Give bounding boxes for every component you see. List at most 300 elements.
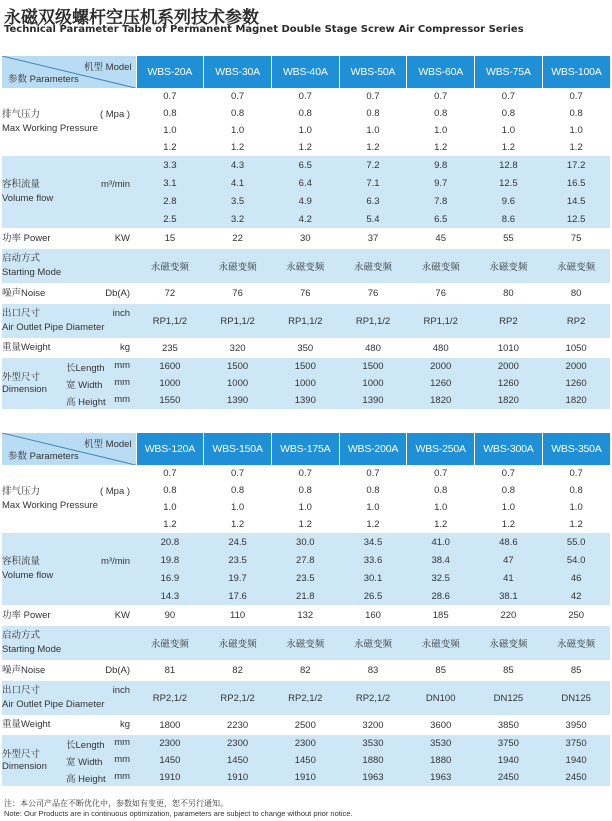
flow-value: 12.8 bbox=[475, 156, 543, 174]
outlet-value: RP1,1/2 bbox=[204, 304, 272, 338]
flow-value: 7.8 bbox=[407, 192, 475, 210]
footnote-cn: 注：本公司产品在不断优化中，参数如有变更，恕不另行通知。 bbox=[4, 799, 228, 808]
flow-value: 6.4 bbox=[271, 174, 339, 192]
length-value: 3530 bbox=[407, 735, 475, 752]
power-label bbox=[2, 228, 136, 249]
flow-unit: m³/min bbox=[101, 179, 131, 190]
pressure-en: Max Working Pressure bbox=[2, 123, 98, 134]
flow-value: 6.5 bbox=[271, 156, 339, 174]
outlet-row bbox=[2, 681, 610, 715]
outlet-row bbox=[2, 304, 610, 338]
outlet-value: RP2,1/2 bbox=[136, 681, 204, 715]
starting-value: 永磁变频 bbox=[542, 249, 610, 283]
dimension-height-label bbox=[64, 392, 136, 409]
dimension-cn: 外型尺寸 bbox=[2, 748, 41, 760]
flow-value: 30.1 bbox=[339, 569, 407, 587]
power-label bbox=[2, 605, 136, 626]
pressure-value: 1.2 bbox=[339, 516, 407, 533]
noise-text: 噪声Noise bbox=[2, 287, 46, 299]
pressure-cn: 排气压力 bbox=[2, 486, 41, 497]
starting-label bbox=[2, 626, 136, 660]
model-header: WBS-250A bbox=[407, 433, 475, 465]
starting-value: 永磁变频 bbox=[271, 249, 339, 283]
outlet-label bbox=[2, 681, 136, 715]
dimension-row bbox=[2, 358, 610, 375]
dimension-row bbox=[2, 735, 610, 752]
model-header: WBS-350A bbox=[542, 433, 610, 465]
starting-value: 永磁变频 bbox=[204, 249, 272, 283]
model-header: WBS-30A bbox=[204, 56, 272, 88]
pressure-value: 1.0 bbox=[542, 499, 610, 516]
pressure-value: 0.8 bbox=[475, 105, 543, 122]
starting-cn: 启动方式 bbox=[2, 253, 41, 264]
starting-value: 永磁变频 bbox=[136, 626, 204, 660]
height-value: 1963 bbox=[407, 769, 475, 786]
dimension-length-text: 长Length bbox=[66, 362, 105, 374]
noise-value: 85 bbox=[407, 660, 475, 681]
pressure-en: Max Working Pressure bbox=[2, 500, 98, 511]
flow-value: 4.1 bbox=[204, 174, 272, 192]
length-value: 1600 bbox=[136, 358, 204, 375]
pressure-value: 0.7 bbox=[339, 465, 407, 482]
outlet-value: RP2,1/2 bbox=[339, 681, 407, 715]
flow-value: 12.5 bbox=[475, 174, 543, 192]
dimension-row bbox=[2, 375, 610, 392]
height-value: 1390 bbox=[339, 392, 407, 409]
flow-value: 6.3 bbox=[339, 192, 407, 210]
pressure-value: 1.0 bbox=[407, 122, 475, 139]
outlet-value: RP2 bbox=[542, 304, 610, 338]
pressure-value: 1.2 bbox=[271, 139, 339, 156]
flow-value: 30.0 bbox=[271, 533, 339, 551]
power-value: 22 bbox=[204, 228, 272, 249]
pressure-value: 1.2 bbox=[475, 139, 543, 156]
dimension-unit: mm bbox=[114, 376, 131, 388]
noise-value: 81 bbox=[136, 660, 204, 681]
flow-value: 3.3 bbox=[136, 156, 204, 174]
flow-value: 27.8 bbox=[271, 551, 339, 569]
starting-value: 永磁变频 bbox=[475, 626, 543, 660]
power-value: 37 bbox=[339, 228, 407, 249]
noise-value: 76 bbox=[407, 283, 475, 304]
pressure-value: 1.2 bbox=[407, 139, 475, 156]
weight-value: 1800 bbox=[136, 715, 204, 735]
flow-value: 6.5 bbox=[407, 210, 475, 228]
model-header: WBS-120A bbox=[136, 433, 204, 465]
pressure-value: 0.8 bbox=[271, 482, 339, 499]
height-value: 1910 bbox=[204, 769, 272, 786]
width-value: 1450 bbox=[204, 752, 272, 769]
flow-value: 34.5 bbox=[339, 533, 407, 551]
outlet-value: DN125 bbox=[475, 681, 543, 715]
pressure-value: 1.0 bbox=[475, 122, 543, 139]
flow-value: 38.1 bbox=[475, 587, 543, 605]
flow-value: 23.5 bbox=[271, 569, 339, 587]
weight-label bbox=[2, 338, 136, 358]
pressure-value: 1.2 bbox=[542, 516, 610, 533]
dimension-label bbox=[2, 358, 64, 409]
starting-value: 永磁变频 bbox=[542, 626, 610, 660]
length-value: 2300 bbox=[271, 735, 339, 752]
width-value: 1260 bbox=[475, 375, 543, 392]
length-value: 2000 bbox=[542, 358, 610, 375]
pressure-value: 0.8 bbox=[542, 482, 610, 499]
starting-value: 永磁变频 bbox=[204, 626, 272, 660]
flow-value: 28.6 bbox=[407, 587, 475, 605]
pressure-value: 0.7 bbox=[339, 88, 407, 105]
power-value: 55 bbox=[475, 228, 543, 249]
height-value: 1820 bbox=[542, 392, 610, 409]
power-value: 15 bbox=[136, 228, 204, 249]
weight-value: 1050 bbox=[542, 338, 610, 358]
dimension-length-text: 长Length bbox=[66, 739, 105, 751]
power-text: 功率 Power bbox=[2, 232, 51, 244]
noise-label bbox=[2, 283, 136, 304]
dimension-label bbox=[2, 735, 64, 786]
flow-value: 20.8 bbox=[136, 533, 204, 551]
weight-value: 480 bbox=[339, 338, 407, 358]
noise-value: 76 bbox=[204, 283, 272, 304]
dimension-row bbox=[2, 769, 610, 786]
weight-value: 3850 bbox=[475, 715, 543, 735]
pressure-value: 1.2 bbox=[407, 516, 475, 533]
flow-value: 38.4 bbox=[407, 551, 475, 569]
noise-value: 82 bbox=[204, 660, 272, 681]
dimension-row bbox=[2, 752, 610, 769]
width-value: 1000 bbox=[204, 375, 272, 392]
flow-value: 32.5 bbox=[407, 569, 475, 587]
outlet-value: RP1,1/2 bbox=[136, 304, 204, 338]
height-value: 2450 bbox=[475, 769, 543, 786]
model-header: WBS-50A bbox=[339, 56, 407, 88]
width-value: 1000 bbox=[136, 375, 204, 392]
weight-text: 重量Weight bbox=[2, 342, 51, 353]
pressure-value: 0.7 bbox=[542, 465, 610, 482]
weight-value: 235 bbox=[136, 338, 204, 358]
noise-value: 72 bbox=[136, 283, 204, 304]
pressure-value: 1.0 bbox=[271, 122, 339, 139]
power-unit: KW bbox=[114, 232, 131, 244]
starting-value: 永磁变频 bbox=[339, 249, 407, 283]
flow-value: 3.1 bbox=[136, 174, 204, 192]
flow-value: 14.3 bbox=[136, 587, 204, 605]
outlet-unit: inch bbox=[112, 308, 131, 319]
pressure-value: 0.7 bbox=[475, 88, 543, 105]
flow-value: 9.6 bbox=[475, 192, 543, 210]
height-value: 1390 bbox=[271, 392, 339, 409]
starting-value: 永磁变频 bbox=[407, 249, 475, 283]
pressure-value: 0.7 bbox=[136, 465, 204, 482]
pressure-value: 1.0 bbox=[542, 122, 610, 139]
flow-value: 3.5 bbox=[204, 192, 272, 210]
noise-value: 82 bbox=[271, 660, 339, 681]
outlet-value: RP1,1/2 bbox=[271, 304, 339, 338]
page-subtitle: Technical Parameter Table of Permanent Magnet Double Stage Screw Air Compressor Series bbox=[4, 24, 524, 35]
pressure-value: 1.2 bbox=[204, 139, 272, 156]
pressure-value: 1.2 bbox=[475, 516, 543, 533]
flow-cn: 容积流量 bbox=[2, 179, 41, 190]
pressure-value: 0.8 bbox=[339, 105, 407, 122]
footnote-en: Note: Our Products are in continuous optimization, parameters are subject to change without prior notice. bbox=[4, 809, 353, 818]
width-value: 1940 bbox=[542, 752, 610, 769]
weight-value: 2500 bbox=[271, 715, 339, 735]
pressure-value: 1.2 bbox=[204, 516, 272, 533]
width-value: 1880 bbox=[407, 752, 475, 769]
dimension-en: Dimension bbox=[2, 383, 47, 395]
pressure-value: 0.8 bbox=[339, 482, 407, 499]
noise-value: 80 bbox=[475, 283, 543, 304]
outlet-cn: 出口尺寸 bbox=[2, 308, 41, 319]
height-value: 2450 bbox=[542, 769, 610, 786]
pressure-value: 0.8 bbox=[204, 105, 272, 122]
flow-value: 5.4 bbox=[339, 210, 407, 228]
flow-value: 7.2 bbox=[339, 156, 407, 174]
model-header: WBS-100A bbox=[542, 56, 610, 88]
power-row bbox=[2, 228, 610, 249]
height-value: 1820 bbox=[475, 392, 543, 409]
length-value: 2300 bbox=[136, 735, 204, 752]
width-value: 1450 bbox=[271, 752, 339, 769]
dimension-unit: mm bbox=[114, 736, 131, 748]
parameters-label: 参数 Parameters bbox=[8, 451, 79, 462]
pressure-value: 0.8 bbox=[136, 482, 204, 499]
flow-value: 47 bbox=[475, 551, 543, 569]
flow-value: 4.3 bbox=[204, 156, 272, 174]
pressure-label bbox=[2, 465, 136, 533]
flow-label bbox=[2, 156, 136, 228]
pressure-value: 1.2 bbox=[271, 516, 339, 533]
dimension-en: Dimension bbox=[2, 760, 47, 772]
pressure-value: 1.0 bbox=[204, 122, 272, 139]
pressure-value: 0.7 bbox=[136, 88, 204, 105]
length-value: 2000 bbox=[475, 358, 543, 375]
flow-value: 19.7 bbox=[204, 569, 272, 587]
noise-value: 85 bbox=[475, 660, 543, 681]
header-row bbox=[2, 433, 610, 465]
pressure-value: 0.7 bbox=[475, 465, 543, 482]
flow-cn: 容积流量 bbox=[2, 556, 41, 567]
model-label: 机型 Model bbox=[84, 62, 132, 73]
pressure-unit: ( Mpa ) bbox=[99, 109, 131, 120]
dimension-width-label bbox=[64, 375, 136, 392]
pressure-value: 1.0 bbox=[271, 499, 339, 516]
model-header: WBS-20A bbox=[136, 56, 204, 88]
power-value: 75 bbox=[542, 228, 610, 249]
dimension-height-text: 高 Height bbox=[66, 773, 106, 785]
weight-value: 3950 bbox=[542, 715, 610, 735]
power-value: 132 bbox=[271, 605, 339, 626]
noise-row bbox=[2, 283, 610, 304]
weight-value: 1010 bbox=[475, 338, 543, 358]
pressure-value: 0.7 bbox=[407, 88, 475, 105]
weight-value: 3600 bbox=[407, 715, 475, 735]
flow-value: 9.8 bbox=[407, 156, 475, 174]
pressure-value: 1.0 bbox=[339, 122, 407, 139]
weight-text: 重量Weight bbox=[2, 719, 51, 730]
flow-value: 4.9 bbox=[271, 192, 339, 210]
length-value: 3750 bbox=[475, 735, 543, 752]
pressure-row bbox=[2, 88, 610, 105]
starting-en: Starting Mode bbox=[2, 267, 62, 278]
starting-value: 永磁变频 bbox=[271, 626, 339, 660]
dimension-length-label bbox=[64, 358, 136, 375]
pressure-unit: ( Mpa ) bbox=[99, 486, 131, 497]
pressure-row bbox=[2, 465, 610, 482]
outlet-en: Air Outlet Pipe Diameter bbox=[2, 322, 105, 333]
dimension-row bbox=[2, 392, 610, 409]
flow-value: 2.5 bbox=[136, 210, 204, 228]
flow-value: 12.5 bbox=[542, 210, 610, 228]
dimension-width-text: 宽 Width bbox=[66, 756, 103, 768]
power-unit: KW bbox=[114, 609, 131, 621]
height-value: 1550 bbox=[136, 392, 204, 409]
pressure-value: 0.8 bbox=[136, 105, 204, 122]
weight-label bbox=[2, 715, 136, 735]
flow-unit: m³/min bbox=[101, 556, 131, 567]
model-header: WBS-300A bbox=[475, 433, 543, 465]
noise-value: 85 bbox=[542, 660, 610, 681]
pressure-value: 1.2 bbox=[136, 516, 204, 533]
pressure-value: 0.7 bbox=[204, 465, 272, 482]
flow-value: 19.8 bbox=[136, 551, 204, 569]
height-value: 1963 bbox=[339, 769, 407, 786]
power-value: 160 bbox=[339, 605, 407, 626]
outlet-value: RP1,1/2 bbox=[339, 304, 407, 338]
model-parameter-corner bbox=[2, 56, 136, 88]
flow-value: 17.6 bbox=[204, 587, 272, 605]
outlet-unit: inch bbox=[112, 685, 131, 696]
power-value: 90 bbox=[136, 605, 204, 626]
page-title: 永磁双级螺杆空压机系列技术参数 bbox=[4, 8, 259, 28]
flow-value: 33.6 bbox=[339, 551, 407, 569]
noise-value: 76 bbox=[339, 283, 407, 304]
noise-label bbox=[2, 660, 136, 681]
pressure-value: 0.7 bbox=[204, 88, 272, 105]
header-row bbox=[2, 56, 610, 88]
outlet-cn: 出口尺寸 bbox=[2, 685, 41, 696]
noise-text: 噪声Noise bbox=[2, 664, 46, 676]
pressure-value: 0.8 bbox=[407, 105, 475, 122]
spec-table-2 bbox=[2, 433, 610, 786]
model-header: WBS-40A bbox=[271, 56, 339, 88]
flow-value: 4.2 bbox=[271, 210, 339, 228]
model-header: WBS-75A bbox=[475, 56, 543, 88]
height-value: 1910 bbox=[271, 769, 339, 786]
pressure-value: 0.8 bbox=[271, 105, 339, 122]
noise-value: 83 bbox=[339, 660, 407, 681]
flow-value: 41 bbox=[475, 569, 543, 587]
outlet-value: DN125 bbox=[542, 681, 610, 715]
pressure-value: 0.8 bbox=[542, 105, 610, 122]
outlet-value: RP2,1/2 bbox=[271, 681, 339, 715]
pressure-value: 1.2 bbox=[136, 139, 204, 156]
flow-value: 55.0 bbox=[542, 533, 610, 551]
length-value: 1500 bbox=[271, 358, 339, 375]
power-value: 45 bbox=[407, 228, 475, 249]
power-value: 220 bbox=[475, 605, 543, 626]
flow-value: 7.1 bbox=[339, 174, 407, 192]
noise-value: 80 bbox=[542, 283, 610, 304]
dimension-height-text: 高 Height bbox=[66, 396, 106, 408]
flow-value: 41.0 bbox=[407, 533, 475, 551]
pressure-value: 0.7 bbox=[407, 465, 475, 482]
flow-value: 16.5 bbox=[542, 174, 610, 192]
weight-row bbox=[2, 715, 610, 735]
pressure-value: 1.0 bbox=[339, 499, 407, 516]
pressure-value: 1.0 bbox=[204, 499, 272, 516]
power-value: 250 bbox=[542, 605, 610, 626]
flow-value: 23.5 bbox=[204, 551, 272, 569]
model-header: WBS-200A bbox=[339, 433, 407, 465]
dimension-unit: mm bbox=[114, 753, 131, 765]
width-value: 1000 bbox=[271, 375, 339, 392]
noise-row bbox=[2, 660, 610, 681]
starting-label bbox=[2, 249, 136, 283]
width-value: 1260 bbox=[407, 375, 475, 392]
flow-value: 24.5 bbox=[204, 533, 272, 551]
power-text: 功率 Power bbox=[2, 609, 51, 621]
weight-unit: kg bbox=[119, 342, 131, 353]
flow-row bbox=[2, 156, 610, 174]
weight-value: 480 bbox=[407, 338, 475, 358]
outlet-en: Air Outlet Pipe Diameter bbox=[2, 699, 105, 710]
length-value: 1500 bbox=[339, 358, 407, 375]
flow-value: 2.8 bbox=[136, 192, 204, 210]
width-value: 1880 bbox=[339, 752, 407, 769]
flow-en: Volume flow bbox=[2, 193, 54, 204]
power-value: 185 bbox=[407, 605, 475, 626]
width-value: 1940 bbox=[475, 752, 543, 769]
model-header: WBS-175A bbox=[271, 433, 339, 465]
starting-en: Starting Mode bbox=[2, 644, 62, 655]
pressure-value: 0.8 bbox=[475, 482, 543, 499]
outlet-value: RP2 bbox=[475, 304, 543, 338]
outlet-value: DN100 bbox=[407, 681, 475, 715]
outlet-label bbox=[2, 304, 136, 338]
model-header: WBS-60A bbox=[407, 56, 475, 88]
starting-value: 永磁变频 bbox=[407, 626, 475, 660]
length-value: 3530 bbox=[339, 735, 407, 752]
flow-label bbox=[2, 533, 136, 605]
length-value: 2300 bbox=[204, 735, 272, 752]
weight-value: 3200 bbox=[339, 715, 407, 735]
pressure-value: 0.7 bbox=[271, 465, 339, 482]
weight-value: 350 bbox=[271, 338, 339, 358]
flow-value: 14.5 bbox=[542, 192, 610, 210]
length-value: 1500 bbox=[204, 358, 272, 375]
length-value: 2000 bbox=[407, 358, 475, 375]
flow-value: 42 bbox=[542, 587, 610, 605]
flow-value: 8.6 bbox=[475, 210, 543, 228]
dimension-unit: mm bbox=[114, 393, 131, 405]
width-value: 1000 bbox=[339, 375, 407, 392]
pressure-value: 1.0 bbox=[136, 499, 204, 516]
flow-value: 16.9 bbox=[136, 569, 204, 587]
noise-unit: Db(A) bbox=[105, 664, 131, 676]
weight-value: 2230 bbox=[204, 715, 272, 735]
power-row bbox=[2, 605, 610, 626]
flow-en: Volume flow bbox=[2, 570, 54, 581]
power-value: 30 bbox=[271, 228, 339, 249]
noise-unit: Db(A) bbox=[105, 287, 131, 299]
pressure-value: 1.0 bbox=[136, 122, 204, 139]
dimension-length-label bbox=[64, 735, 136, 752]
flow-row bbox=[2, 533, 610, 551]
model-label: 机型 Model bbox=[84, 439, 132, 450]
spec-table-1 bbox=[2, 56, 610, 409]
starting-row bbox=[2, 249, 610, 283]
dimension-unit: mm bbox=[114, 359, 131, 371]
